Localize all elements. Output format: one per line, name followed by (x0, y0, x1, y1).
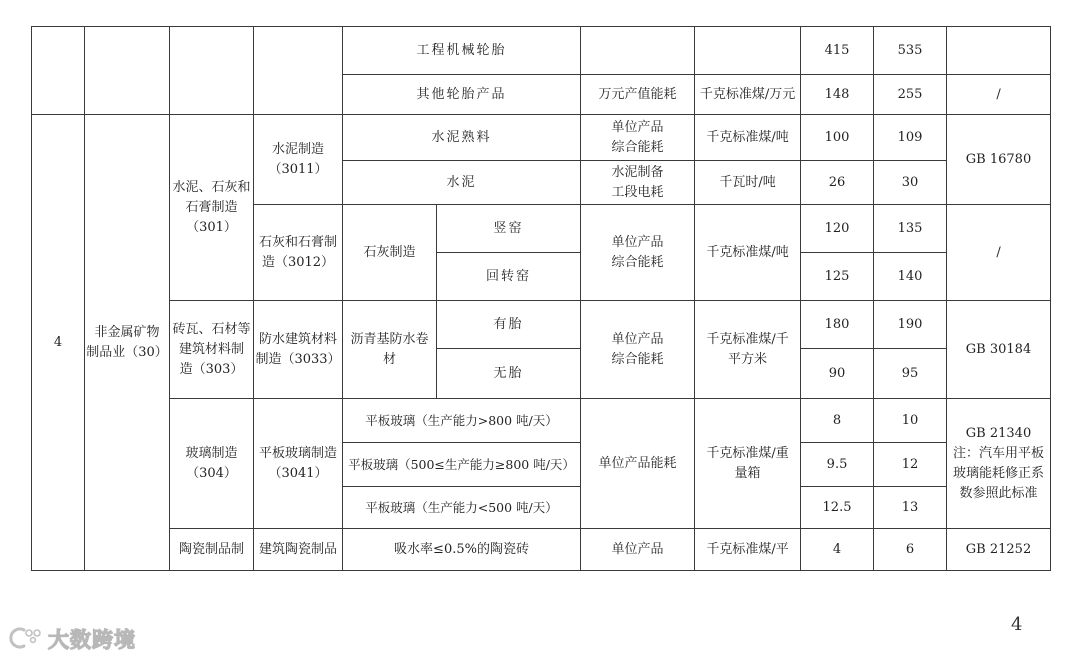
value-a-cell: 120 (801, 205, 874, 253)
product-cell: 水泥熟料 (343, 115, 581, 161)
empty-cell (85, 27, 170, 115)
category-cell: 石灰和石膏制 造（3012） (254, 205, 343, 301)
unit-cell: 千克标准煤/吨 (695, 115, 801, 161)
value-a-cell: 180 (801, 301, 874, 349)
standard-cell: GB 30184 (947, 301, 1051, 399)
value-b-cell: 140 (874, 253, 947, 301)
unit-cell: 千克标准煤/千 平方米 (695, 301, 801, 399)
value-b-cell: 255 (874, 75, 947, 115)
value-a-cell: 12.5 (801, 487, 874, 529)
subsector-cell: 砖瓦、石材等 建筑材料制 造（303） (170, 301, 254, 399)
product-cell: 有胎 (437, 301, 581, 349)
table-row (32, 115, 1051, 161)
product-cell: 吸水率≤0.5%的陶瓷砖 (343, 529, 581, 571)
unit-cell: 千克标准煤/平 (695, 529, 801, 571)
category-cell: 平板玻璃制造 （3041） (254, 399, 343, 529)
value-a-cell: 90 (801, 349, 874, 399)
value-b-cell: 12 (874, 443, 947, 487)
table-row (32, 529, 1051, 571)
watermark-logo-icon (8, 625, 46, 651)
product-cell: 平板玻璃（生产能力<500 吨/天） (343, 487, 581, 529)
subsector-cell: 陶瓷制品制 (170, 529, 254, 571)
empty-cell (947, 27, 1051, 75)
subsector-cell: 水泥、石灰和 石膏制造 （301） (170, 115, 254, 301)
indicator-cell: 水泥制备 工段电耗 (581, 161, 695, 205)
value-a-cell: 26 (801, 161, 874, 205)
process-cell: 沥青基防水卷 材 (343, 301, 437, 399)
category-cell: 防水建筑材料 制造（3033） (254, 301, 343, 399)
value-a-cell: 415 (801, 27, 874, 75)
table-row (32, 301, 1051, 349)
value-b-cell: 6 (874, 529, 947, 571)
page-number: 4 (1011, 614, 1023, 635)
value-b-cell: 95 (874, 349, 947, 399)
indicator-cell: 单位产品 综合能耗 (581, 205, 695, 301)
product-cell: 平板玻璃（生产能力>800 吨/天） (343, 399, 581, 443)
energy-consumption-table (31, 26, 1051, 571)
product-cell: 工程机械轮胎 (343, 27, 581, 75)
indicator-cell: 单位产品 综合能耗 (581, 115, 695, 161)
value-b-cell: 190 (874, 301, 947, 349)
value-a-cell: 4 (801, 529, 874, 571)
standard-cell: GB 21340 注：汽车用平板 玻璃能耗修正系 数参照此标准 (947, 399, 1051, 529)
value-b-cell: 13 (874, 487, 947, 529)
value-a-cell: 8 (801, 399, 874, 443)
value-b-cell: 135 (874, 205, 947, 253)
value-a-cell: 148 (801, 75, 874, 115)
product-cell: 其他轮胎产品 (343, 75, 581, 115)
standard-cell: GB 16780 (947, 115, 1051, 205)
value-a-cell: 100 (801, 115, 874, 161)
value-a-cell: 9.5 (801, 443, 874, 487)
indicator-cell: 单位产品 (581, 529, 695, 571)
unit-cell: 千克标准煤/吨 (695, 205, 801, 301)
value-b-cell: 10 (874, 399, 947, 443)
value-b-cell: 30 (874, 161, 947, 205)
empty-cell (254, 27, 343, 115)
table-row (32, 399, 1051, 443)
empty-cell (695, 27, 801, 75)
empty-cell (170, 27, 254, 115)
table-row (32, 27, 1051, 75)
industry-cell: 非金属矿物 制品业（30） (85, 115, 170, 571)
watermark-text: 大数跨境 (48, 628, 136, 652)
process-cell: 石灰制造 (343, 205, 437, 301)
indicator-cell: 万元产值能耗 (581, 75, 695, 115)
empty-cell (32, 27, 85, 115)
standard-cell: / (947, 75, 1051, 115)
product-cell: 竖窑 (437, 205, 581, 253)
unit-cell: 千克标准煤/万元 (695, 75, 801, 115)
standard-cell: GB 21252 (947, 529, 1051, 571)
value-a-cell: 125 (801, 253, 874, 301)
value-b-cell: 109 (874, 115, 947, 161)
indicator-cell: 单位产品 综合能耗 (581, 301, 695, 399)
empty-cell (581, 27, 695, 75)
category-cell: 水泥制造 （3011） (254, 115, 343, 205)
category-cell: 建筑陶瓷制品 (254, 529, 343, 571)
unit-cell: 千瓦时/吨 (695, 161, 801, 205)
subsector-cell: 玻璃制造 （304） (170, 399, 254, 529)
product-cell: 无胎 (437, 349, 581, 399)
seq-cell: 4 (32, 115, 85, 571)
unit-cell: 千克标准煤/重 量箱 (695, 399, 801, 529)
product-cell: 水泥 (343, 161, 581, 205)
standard-cell: / (947, 205, 1051, 301)
value-b-cell: 535 (874, 27, 947, 75)
product-cell: 平板玻璃（500≤生产能力≥800 吨/天） (343, 443, 581, 487)
indicator-cell: 单位产品能耗 (581, 399, 695, 529)
product-cell: 回转窑 (437, 253, 581, 301)
